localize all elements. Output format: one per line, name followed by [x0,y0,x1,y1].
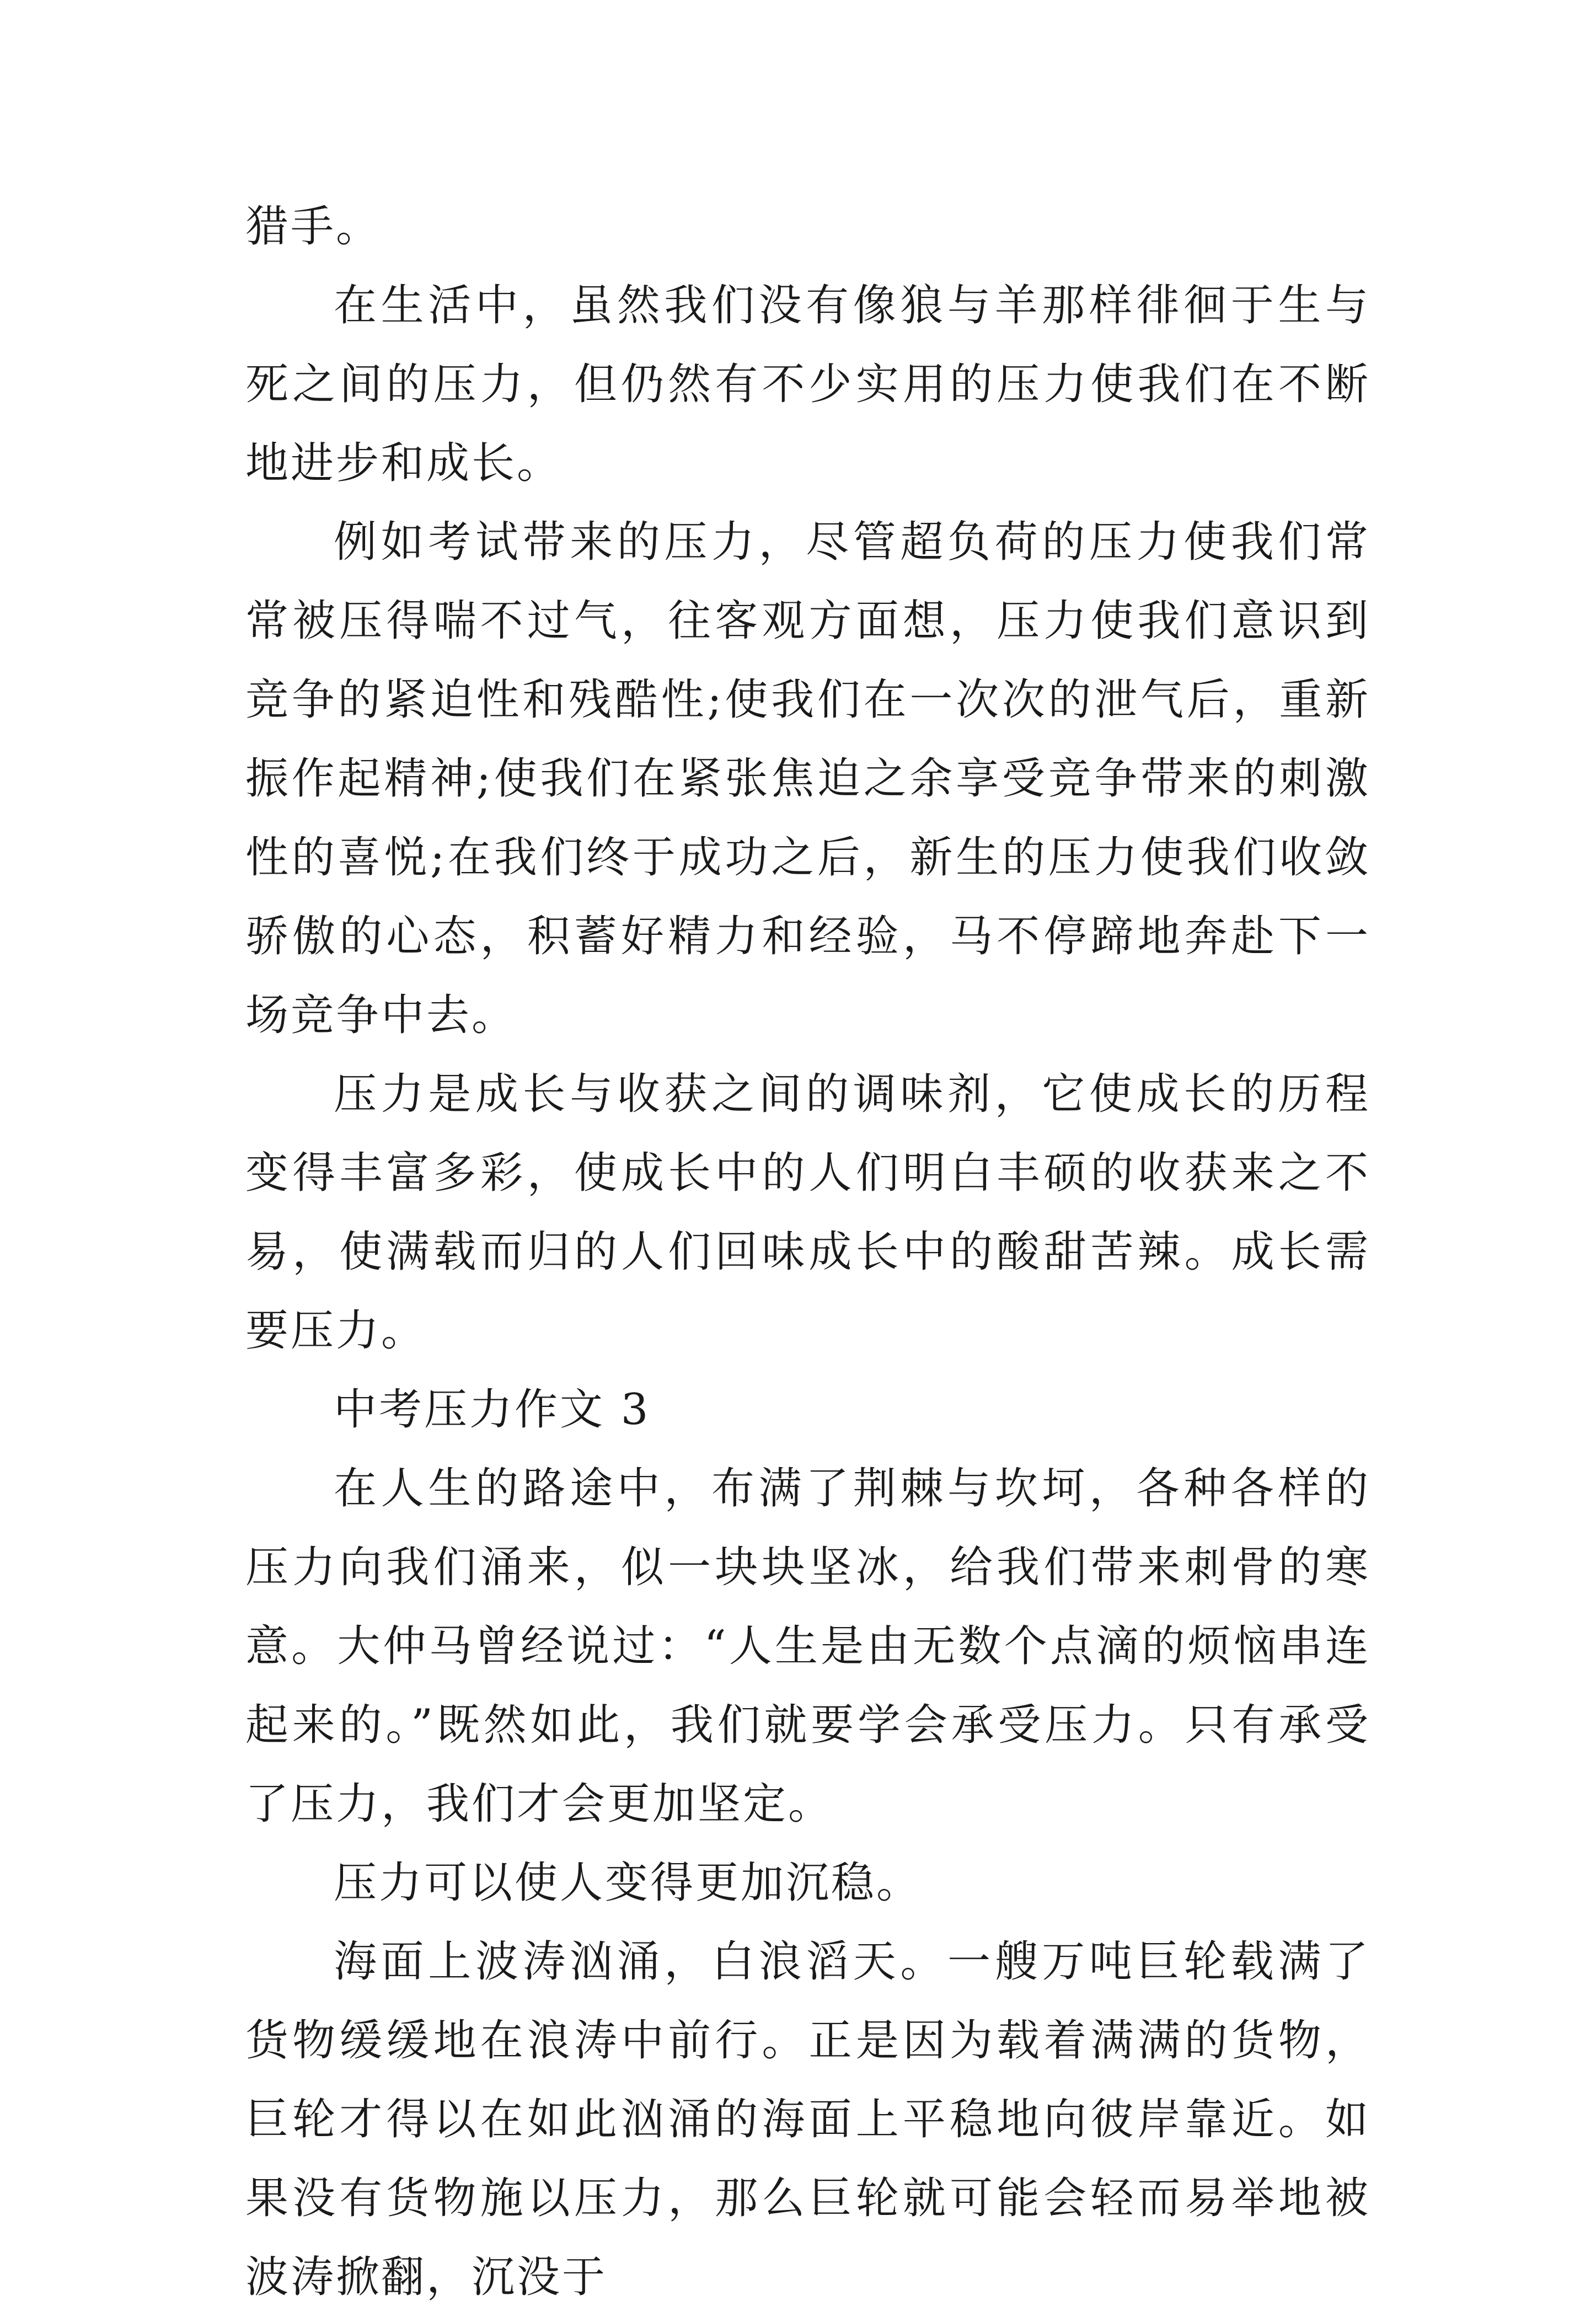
paragraph-2: 在生活中，虽然我们没有像狼与羊那样徘徊于生与死之间的压力，但仍然有不少实用的压力使我们在不断地进步和成长。 [245,281,1370,488]
document-body [245,188,1370,2317]
section-heading: 中考压力作文 3 [334,1385,651,1435]
paragraph-5: 在人生的路途中，布满了荆棘与坎坷，各种各样的压力向我们涌来，似一块块坚冰，给我们带来刺骨的寒意。大仲马曾经说过：“人生是由无数个点滴的烦恼串连起来的。”既然如此，我们就要学会承受压力。只有承受了压力，我们才会更加坚定。 [245,1464,1370,1829]
paragraph-3: 例如考试带来的压力，尽管超负荷的压力使我们常常被压得喘不过气，往客观方面想，压力使我们意识到竞争的紧迫性和残酷性;使我们在一次次的泄气后，重新振作起精神;使我们在紧张焦迫之余享受竞争带来的刺激性的喜悦;在我们终于成功之后，新生的压力使我们收敛骄傲的心态，积蓄好精力和经验，马不停蹄地奔赴下一场竞争中去。 [245,517,1370,1040]
paragraph-1: 猎手。 [245,202,382,252]
paragraph-6: 压力可以使人变得更加沉稳。 [334,1858,922,1908]
paragraph-7: 海面上波涛汹涌，白浪滔天。一艘万吨巨轮载满了货物缓缓地在浪涛中前行。正是因为载着满满的货物，巨轮才得以在如此汹涌的海面上平稳地向彼岸靠近。如果没有货物施以压力，那么巨轮就可能会轻而易举地被波涛掀翻，沉没于 [245,1937,1370,2302]
paragraph-4: 压力是成长与收获之间的调味剂，它使成长的历程变得丰富多彩，使成长中的人们明白丰硕的收获来之不易，使满载而归的人们回味成长中的酸甜苦辣。成长需要压力。 [245,1069,1370,1356]
